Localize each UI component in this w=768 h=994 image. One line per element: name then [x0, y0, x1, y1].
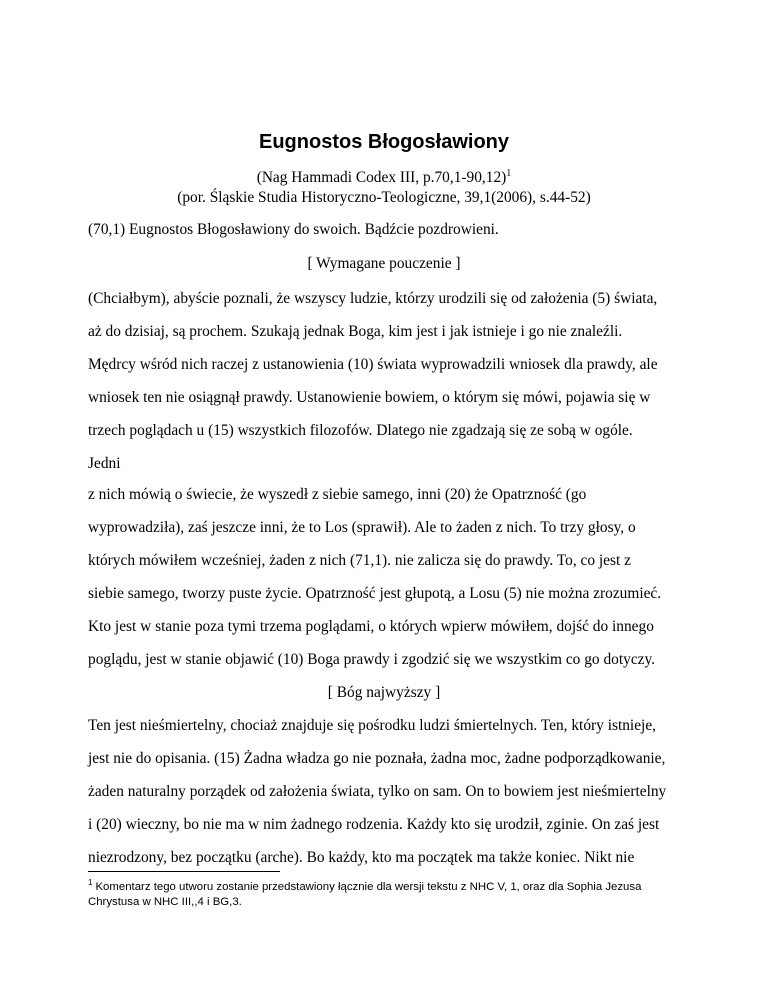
text-line: poglądu, jest w stanie objawić (10) Boga prawdy i zgodzić się we wszystkim co go dotyczy.	[88, 651, 656, 668]
opening-paragraph: (70,1) Eugnostos Błogosławiony do swoich. Bądźcie pozdrowieni.	[88, 221, 499, 238]
footnote-line	[88, 880, 688, 895]
text-line: siebie samego, tworzy puste życie. Opatrzność jest głupotą, a Losu (5) nie można zrozumieć.	[88, 585, 662, 602]
footnote-reference[interactable]: 1	[506, 167, 512, 179]
footnote-separator	[88, 871, 280, 872]
text-line: Mędrcy wśród nich raczej z ustanowienia (10) świata wyprowadzili wniosek dla prawdy, ale	[88, 356, 658, 373]
footnote-mark: 1	[88, 878, 93, 888]
text-line: niezrodzony, bez początku (arche). Bo każdy, kto ma początek ma także koniec. Nikt nie	[88, 849, 635, 866]
text-line: (Chciałbym), abyście poznali, że wszyscy ludzie, którzy urodzili się od założenia (5) świata,	[88, 290, 658, 307]
text-line: aż do dzisiaj, są prochem. Szukają jednak Boga, kim jest i jak istnieje i go nie znaleźli.	[88, 323, 623, 340]
text-line: jest nie do opisania. (15) Żadna władza go nie poznała, żadna moc, żadne podporządkowanie,	[88, 750, 666, 767]
document-title: Eugnostos Błogosławiony	[258, 131, 509, 153]
footnote-text: Komentarz tego utworu zostanie przedstawiony łącznie dla wersji tekstu z NHC V, 1, oraz dla Sophia Jezusa	[95, 881, 642, 893]
source-text: (Nag Hammadi Codex III, p.70,1-90,12)	[256, 169, 507, 186]
text-line: trzech poglądach u (15) wszystkich filozofów. Dlatego nie zgadzają się ze sobą w ogóle.	[88, 422, 633, 439]
section-heading: [ Wymagane pouczenie ]	[307, 255, 461, 272]
reference-line: (por. Śląskie Studia Historyczno-Teologiczne, 39,1(2006), s.44-52)	[177, 189, 591, 206]
footnote	[88, 880, 688, 910]
footnote-line: Chrystusa w NHC III,,4 i BG,3.	[88, 896, 242, 908]
text-line: i (20) wieczny, bo nie ma w nim żadnego rodzenia. Każdy kto się urodził, zginie. On zaś jest	[88, 816, 660, 833]
text-line: Kto jest w stanie poza tymi trzema poglądami, o których wpierw mówiłem, dojść do innego	[88, 618, 654, 635]
source-line	[0, 168, 768, 188]
text-line: których mówiłem wcześniej, żaden z nich (71,1). nie zalicza się do prawdy. To, co jest z	[88, 552, 631, 569]
text-line: wniosek ten nie osiągnął prawdy. Ustanowienie bowiem, o którym się mówi, pojawia się w	[88, 389, 651, 406]
text-line: Ten jest nieśmiertelny, chociaż znajduje się pośrodku ludzi śmiertelnych. Ten, który istnieje,	[88, 717, 656, 734]
section-heading: [ Bóg najwyższy ]	[327, 684, 441, 701]
text-line: Jedni	[88, 455, 121, 472]
text-line: z nich mówią o świecie, że wyszedł z siebie samego, inni (20) że Opatrzność (go	[88, 486, 587, 503]
text-line: żaden naturalny porządek od założenia świata, tylko on sam. On to bowiem jest nieśmiertelny	[88, 783, 667, 800]
text-line: wyprowadziła), zaś jeszcze inni, że to Los (sprawił). Ale to żaden z nich. To trzy głosy, o	[88, 519, 636, 536]
